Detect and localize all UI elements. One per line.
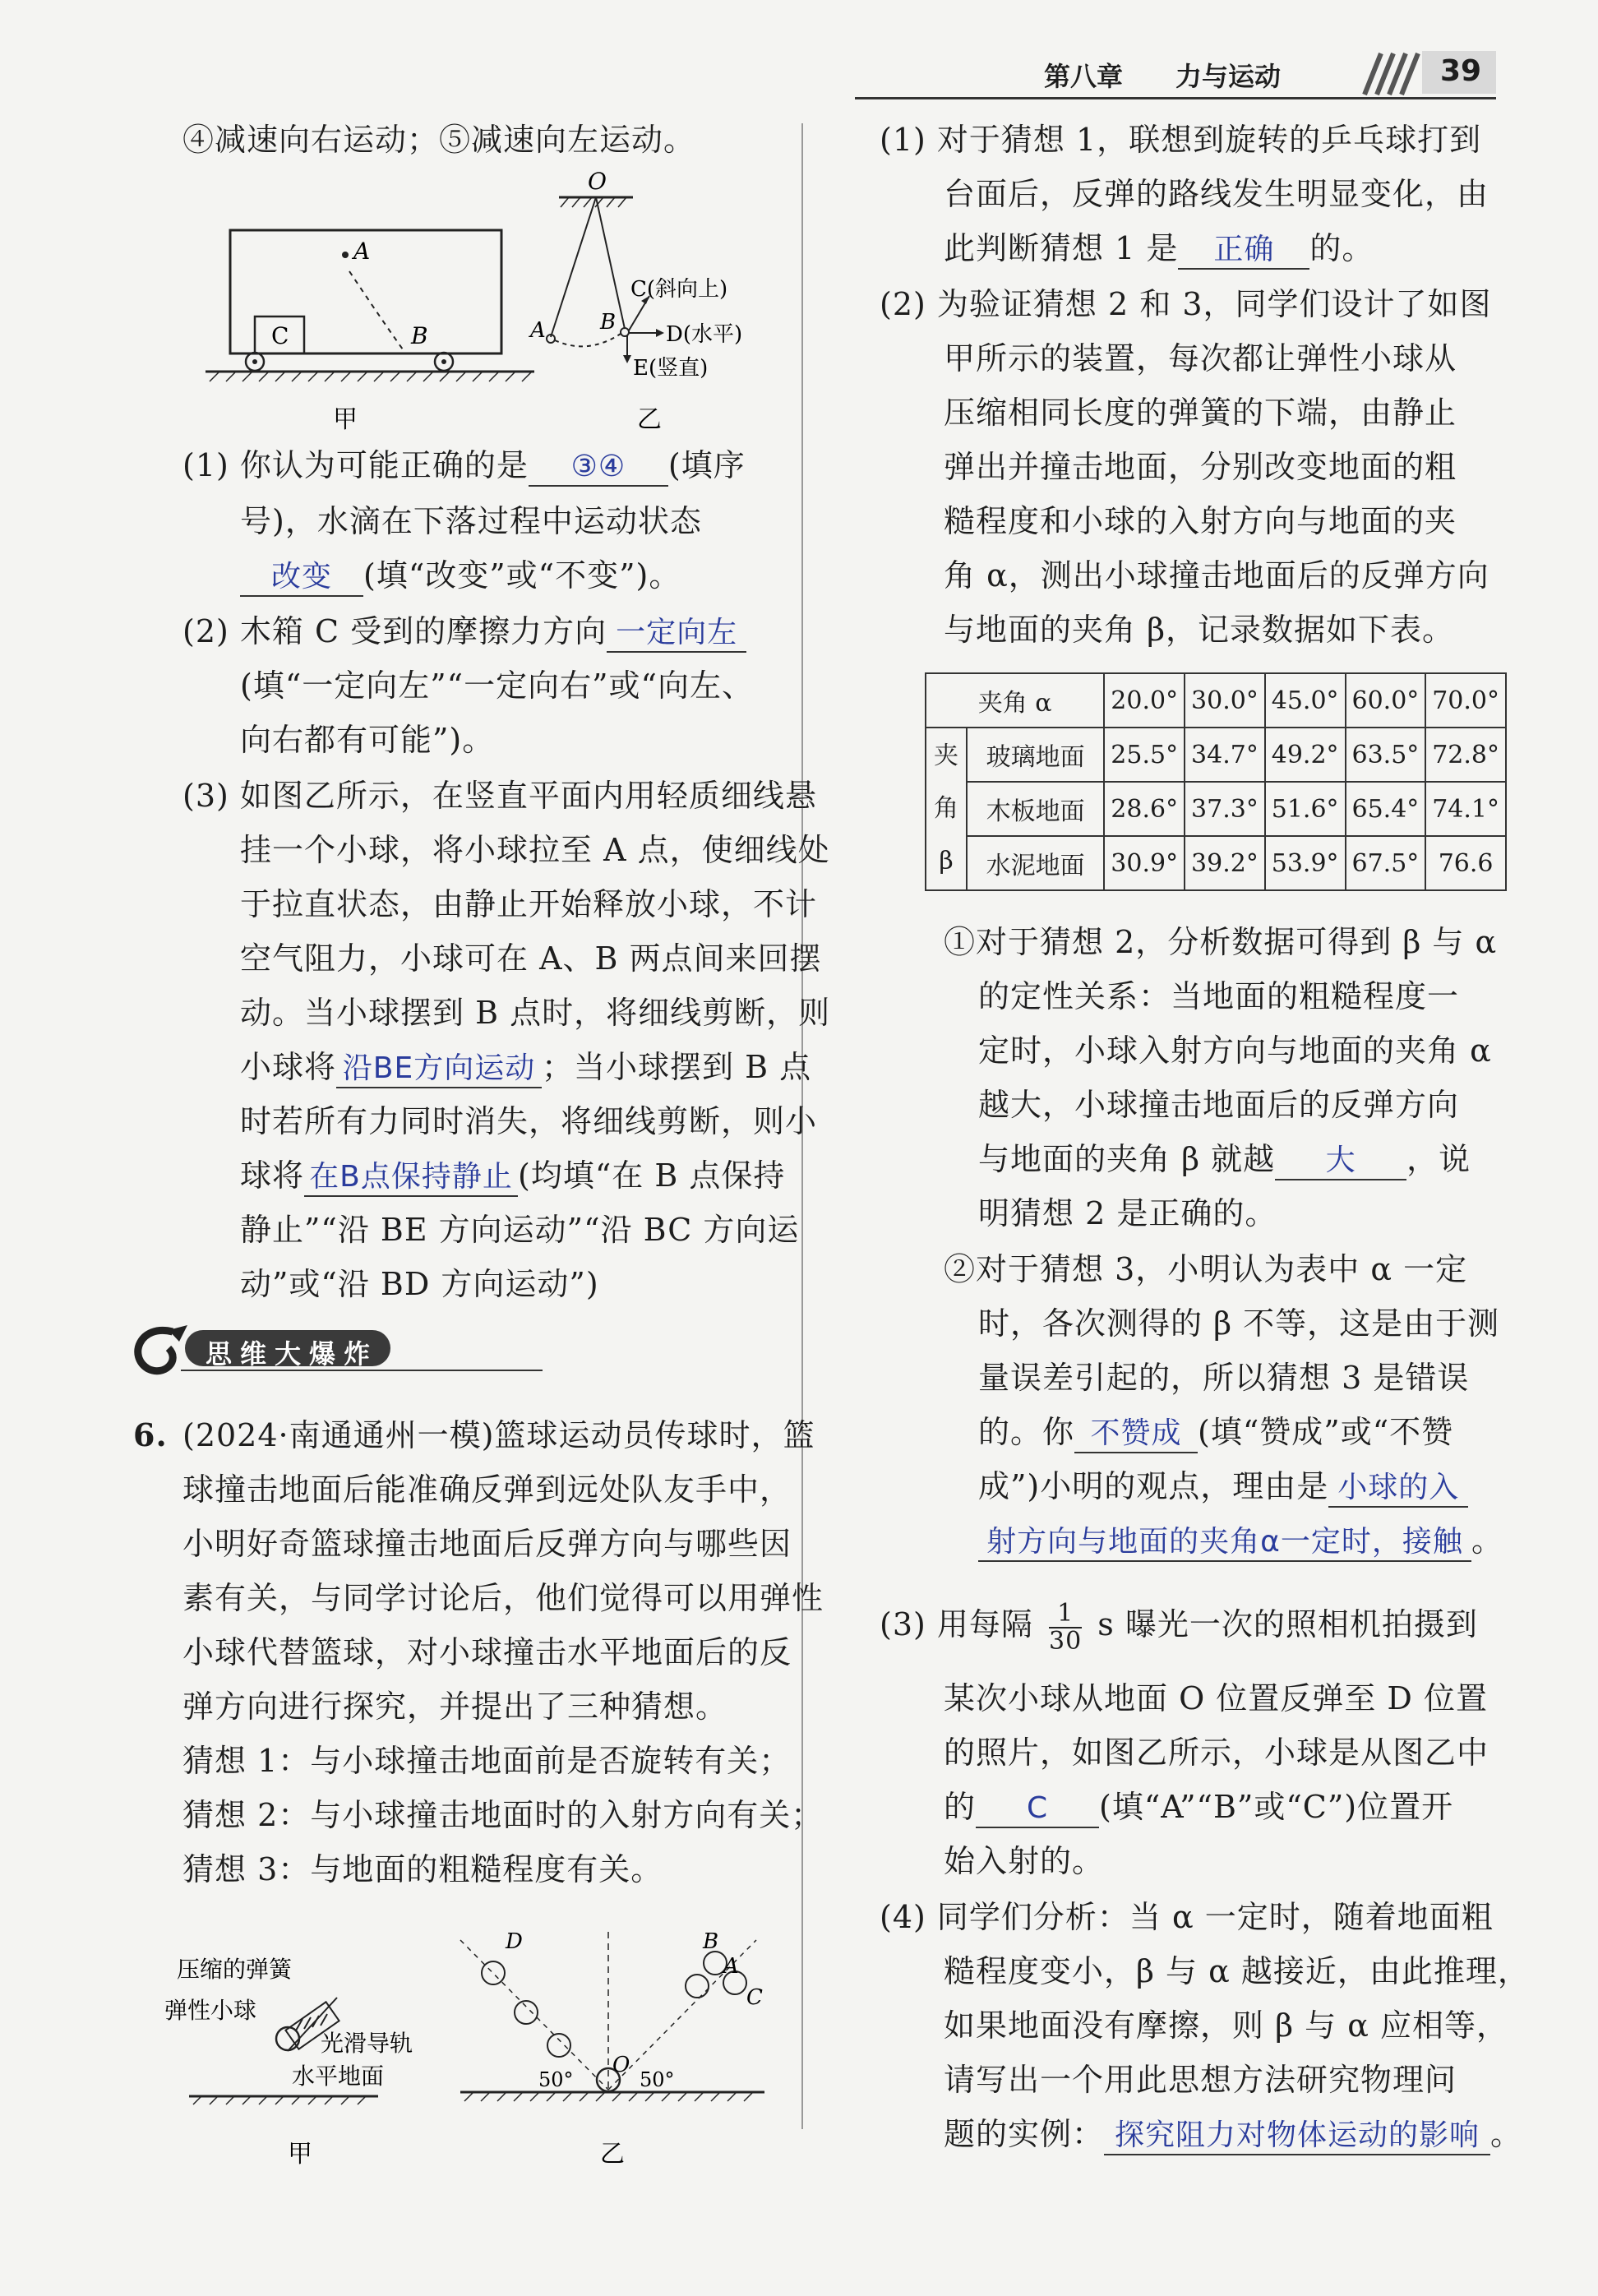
part-3-l4: 的 C (填“A”“B”或“C”)位置开 xyxy=(944,1779,1453,1835)
table-cell: 30.9° xyxy=(1104,836,1185,890)
option-line: ④减速向右运动；⑤减速向左运动。 xyxy=(182,122,696,158)
answer-2[interactable]: 一定向左 xyxy=(607,615,746,653)
caption-jia-top: 甲 xyxy=(333,405,358,434)
question-1-line2: 号)，水滴在下落过程中运动状态 xyxy=(240,503,702,539)
table-cell: 72.8° xyxy=(1425,728,1506,782)
fraction xyxy=(1049,1598,1083,1656)
question-6-l2: 球撞击地面后能准确反弹到远处队友手中， xyxy=(182,1471,792,1508)
part-3-l1: (3) 用每隔 $\frac{1}{30}$ s 曝光一次的照相机拍摄到 xyxy=(880,1598,1478,1656)
question-2-line3: 向右都有可能”)。 xyxy=(240,722,495,758)
label-a2: A xyxy=(530,318,546,343)
label-c-dir: C(斜向上) xyxy=(630,277,728,302)
table-cell: 67.5° xyxy=(1346,836,1426,890)
label-a: A xyxy=(353,238,371,265)
part-1-l3: 此判断猜想 1 是 正确 的。 xyxy=(944,220,1374,276)
question-6-number: 6. xyxy=(133,1416,168,1453)
question-3-l10: 动”或“沿 BD 方向运动”) xyxy=(240,1266,599,1302)
question-3-l9: 静止”“沿 BE 方向运动”“沿 BC 方向运 xyxy=(240,1212,800,1248)
part-2-l7: 与地面的夹角 β，记录数据如下表。 xyxy=(944,612,1455,648)
table-cell: 34.7° xyxy=(1185,728,1265,782)
question-1-line3: 改变 (填“改变”或“不变”)。 xyxy=(240,547,681,603)
label-ground: 水平地面 xyxy=(292,2063,385,2090)
part-1-l1: (1) 对于猜想 1，联想到旋转的乒乓球打到 xyxy=(880,122,1482,158)
sub-2-l6: 射方向与地面的夹角α一定时，接触 。 xyxy=(978,1513,1503,1568)
label-b: B xyxy=(411,322,428,349)
sub-1-l3: 定时，小球入射方向与地面的夹角 α xyxy=(978,1033,1492,1069)
label-c: C xyxy=(271,322,289,349)
header-stripes xyxy=(1356,49,1430,99)
answer-1-1[interactable]: ③④ xyxy=(529,449,668,487)
banner-text: 思维大爆炸 xyxy=(206,1338,379,1370)
sub-1-l4: 越大，小球撞击地面后的反弹方向 xyxy=(978,1087,1460,1123)
label-o-bottom: O xyxy=(612,2053,630,2077)
part-2-l2: 甲所示的装置，每次都让弹性小球从 xyxy=(944,340,1457,377)
table-header-label: 夹角 α xyxy=(926,673,1104,728)
caption-yi-bottom: 乙 xyxy=(600,2140,625,2169)
chapter-title: 力与运动 xyxy=(1175,61,1282,92)
table-cell: 39.2° xyxy=(1185,836,1265,890)
question-6-l4: 素有关，与同学讨论后，他们觉得可以用弹性 xyxy=(182,1580,824,1616)
answer-p4[interactable]: 探究阻力对物体运动的影响 xyxy=(1104,2118,1490,2155)
table-row xyxy=(926,836,1506,890)
table-cell: 63.5° xyxy=(1346,728,1426,782)
label-o: O xyxy=(588,168,607,195)
part-3-l3: 的照片，如图乙所示，小球是从图乙中 xyxy=(944,1735,1489,1771)
table-row-name: 玻璃地面 xyxy=(967,728,1104,782)
box-diagram xyxy=(206,230,534,434)
table-cell: 51.6° xyxy=(1265,782,1346,836)
part-2-l1: (2) 为验证猜想 2 和 3，同学们设计了如图 xyxy=(880,286,1492,322)
table-cell: 74.1° xyxy=(1425,782,1506,836)
table-cell: 25.5° xyxy=(1104,728,1185,782)
sub-1-l5: 与地面的夹角 β 就越 大 ，说 xyxy=(978,1131,1471,1187)
sub-1-l2: 的定性关系：当地面的粗糙程度一 xyxy=(978,978,1460,1014)
table-cell: 76.6 xyxy=(1425,836,1506,890)
label-d-bottom: D xyxy=(506,1929,523,1954)
caption-yi-top: 乙 xyxy=(637,405,662,434)
sub-2-l1: ②对于猜想 3，小明认为表中 α 一定 xyxy=(944,1251,1468,1287)
part-2-l3: 压缩相同长度的弹簧的下端，由静止 xyxy=(944,395,1457,431)
label-c-bottom: C xyxy=(746,1985,763,2010)
answer-3-1[interactable]: 沿BE方向运动 xyxy=(336,1051,542,1088)
table-side-label: 夹 角 β xyxy=(926,728,967,890)
part-4-l5: 题的实例： 探究阻力对物体运动的影响 。 xyxy=(944,2106,1522,2162)
table-alpha-cell: 45.0° xyxy=(1265,673,1346,728)
answer-s2-3[interactable]: 射方向与地面的夹角α一定时，接触 xyxy=(978,1524,1471,1562)
part-2-l6: 角 α，测出小球撞击地面后的反弹方向 xyxy=(944,557,1489,594)
figure-spring-bounce xyxy=(164,1907,773,2178)
question-1: (1) 你认为可能正确的是 ③④ (填序 xyxy=(182,437,746,493)
part-2-l4: 弹出并撞击地面，分别改变地面的粗 xyxy=(944,449,1457,485)
part-4-l4: 请写出一个用此思想方法研究物理问 xyxy=(944,2062,1457,2098)
table-alpha-cell: 20.0° xyxy=(1104,673,1185,728)
answer-s1[interactable]: 大 xyxy=(1275,1143,1406,1180)
angle-data-table xyxy=(925,672,1507,891)
question-2-line2: (填“一定向左”“一定向右”或“向左、 xyxy=(240,668,754,704)
sub-2-l4: 的。你 不赞成 (填“赞成”或“不赞 xyxy=(978,1404,1453,1460)
part-4-l1: (4) 同学们分析：当 α 一定时，随着地面粗 xyxy=(880,1899,1494,1935)
question-6-l5: 小球代替篮球，对小球撞击水平地面后的反 xyxy=(182,1634,792,1670)
table-alpha-cell: 70.0° xyxy=(1425,673,1506,728)
part-3-l5: 始入射的。 xyxy=(944,1843,1105,1879)
table-cell: 28.6° xyxy=(1104,782,1185,836)
section-banner xyxy=(123,1315,419,1381)
header-rule xyxy=(855,97,1496,99)
fraction-denominator: 30 xyxy=(1049,1626,1083,1656)
question-3-l5: 动。当小球摆到 B 点时，将细线剪断，则 xyxy=(240,995,831,1031)
question-3-l6: 小球将 沿BE方向运动 ；当小球摆到 B 点 xyxy=(240,1039,811,1095)
page-header xyxy=(855,49,1513,99)
question-3-l8: 球将 在B点保持静止 (均填“在 B 点保持 xyxy=(240,1148,785,1203)
sub-2-l3: 量误差引起的，所以猜想 3 是错误 xyxy=(978,1360,1470,1396)
question-3-l7: 时若所有力同时消失，将细线剪断，则小 xyxy=(240,1103,818,1139)
part-3-l2: 某次小球从地面 O 位置反弹至 D 位置 xyxy=(944,1680,1488,1716)
sub-1-l6: 明猜想 2 是正确的。 xyxy=(978,1195,1277,1231)
answer-p1[interactable]: 正确 xyxy=(1178,232,1309,270)
part-2-l5: 糙程度和小球的入射方向与地面的夹 xyxy=(944,503,1457,539)
answer-p3[interactable]: C xyxy=(976,1790,1099,1828)
table-row xyxy=(926,782,1506,836)
chapter-label: 第八章 xyxy=(1044,61,1124,92)
question-2: (2) 木箱 C 受到的摩擦力方向 一定向左 xyxy=(182,603,746,659)
part-4-l2: 糙程度变小，β 与 α 越接近，由此推理， xyxy=(944,1953,1530,1989)
question-3-l2: 挂一个小球，将小球拉至 A 点，使细线处 xyxy=(240,832,830,868)
sub-2-l5: 成”)小明的观点，理由是 小球的入 xyxy=(978,1458,1468,1514)
table-row xyxy=(926,728,1506,782)
label-ball: 弹性小球 xyxy=(164,1997,257,2024)
label-d-dir: D(水平) xyxy=(666,322,743,347)
label-a-bottom: A xyxy=(723,1954,739,1979)
answer-3-2[interactable]: 在B点保持静止 xyxy=(304,1159,518,1197)
question-6-l3: 小明好奇篮球撞击地面后反弹方向与哪些因 xyxy=(182,1526,792,1562)
guess-3: 猜想 3：与地面的粗糙程度有关。 xyxy=(182,1851,663,1887)
answer-s2-2[interactable]: 小球的入 xyxy=(1328,1470,1468,1508)
table-cell: 65.4° xyxy=(1346,782,1426,836)
table-cell: 37.3° xyxy=(1185,782,1265,836)
table-row-name: 木板地面 xyxy=(967,782,1104,836)
label-angle-left: 50° xyxy=(538,2068,574,2091)
pendulum-diagram xyxy=(529,168,742,434)
label-e-dir: E(竖直) xyxy=(633,356,709,381)
question-3-l4: 空气阻力，小球可在 A、B 两点间来回摆 xyxy=(240,940,822,977)
label-angle-right: 50° xyxy=(640,2068,675,2091)
table-alpha-cell: 30.0° xyxy=(1185,673,1265,728)
bounce-diagram xyxy=(460,1929,764,2169)
page-number: 39 xyxy=(1440,54,1482,88)
sub-1-l1: ①对于猜想 2，分析数据可得到 β 与 α xyxy=(944,924,1498,960)
part-4-l3: 如果地面没有摩擦，则 β 与 α 应相等， xyxy=(944,2007,1508,2044)
table-cell: 53.9° xyxy=(1265,836,1346,890)
answer-s2-1[interactable]: 不赞成 xyxy=(1074,1416,1198,1453)
part-1-l2: 台面后，反弹的路线发生明显变化，由 xyxy=(944,176,1489,212)
label-b-bottom: B xyxy=(703,1929,719,1954)
label-rail: 光滑导轨 xyxy=(321,2030,413,2057)
label-spring: 压缩的弹簧 xyxy=(177,1956,293,1983)
question-6-l6: 弹方向进行探究，并提出了三种猜想。 xyxy=(182,1689,728,1725)
question-3-l3: 于拉直状态，由静止开始释放小球，不计 xyxy=(240,886,818,922)
label-b2: B xyxy=(600,310,617,335)
banner-rule xyxy=(181,1370,543,1371)
figure-box-pendulum xyxy=(189,164,789,436)
spring-diagram xyxy=(164,1956,413,2169)
question-6-l1: (2024·南通通州一模)篮球运动员传球时，篮 xyxy=(182,1417,815,1453)
table-cell: 49.2° xyxy=(1265,728,1346,782)
table-header-row xyxy=(926,673,1506,728)
guess-1: 猜想 1：与小球撞击地面前是否旋转有关； xyxy=(182,1743,792,1779)
fraction-numerator: 1 xyxy=(1049,1601,1082,1628)
table-alpha-cell: 60.0° xyxy=(1346,673,1426,728)
guess-2: 猜想 2：与小球撞击地面时的入射方向有关； xyxy=(182,1797,824,1833)
answer-1-2[interactable]: 改变 xyxy=(240,559,363,597)
sub-2-l2: 时，各次测得的 β 不等，这是由于测 xyxy=(978,1305,1500,1342)
question-3-l1: (3) 如图乙所示，在竖直平面内用轻质细线悬 xyxy=(182,778,817,814)
caption-jia-bottom: 甲 xyxy=(288,2140,312,2169)
table-row-name: 水泥地面 xyxy=(967,836,1104,890)
